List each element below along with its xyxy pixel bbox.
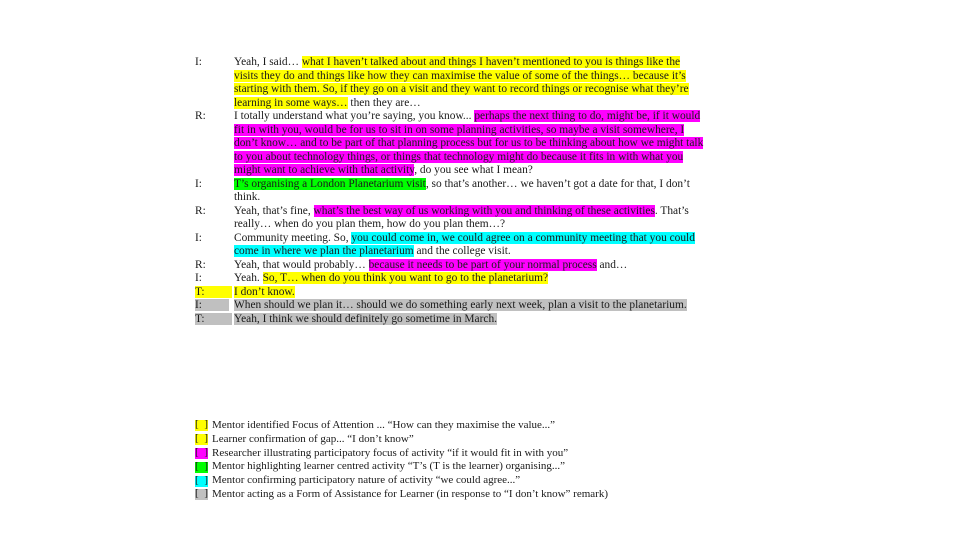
legend-label: Mentor identified Focus of Attention ... “How can they maximise the value...” — [212, 419, 556, 431]
highlight-legend — [195, 419, 715, 502]
speaker-label-text: R: — [195, 110, 206, 122]
highlighted-segment-magenta: perhaps the next thing to do, might be, if it would fit in with you, would be for us to sit in on some planning activities, so maybe a visit somewhere, I don’t know… and to be part of that planning process but for us to be thinking about how we might talk to you about technology things, or things that technology might do because it fits in with what you might want to achieve with that activity — [234, 110, 704, 176]
utterance — [234, 299, 705, 313]
utterance — [234, 286, 705, 300]
text-segment: , do you see what I mean? — [414, 164, 533, 176]
utterance — [234, 232, 705, 259]
utterance — [234, 178, 705, 205]
speaker-label-text: R: — [195, 204, 206, 217]
legend-item — [195, 433, 715, 447]
transcript-turn — [195, 272, 705, 286]
speaker-label — [195, 259, 234, 273]
speaker-label-text: I: — [195, 272, 202, 284]
transcript-turn — [195, 110, 705, 178]
speaker-label-text: R: — [195, 258, 206, 271]
speaker-label-text: T: — [195, 286, 232, 298]
speaker-label — [195, 110, 234, 178]
transcript — [195, 56, 705, 326]
transcript-turn — [195, 286, 705, 300]
text-segment: Community meeting. So, — [234, 231, 352, 244]
utterance — [234, 205, 705, 232]
legend-item — [195, 474, 715, 488]
speaker-label-text: T: — [195, 313, 232, 325]
legend-item — [195, 460, 715, 474]
legend-color-swatch — [195, 420, 208, 431]
transcript-turn — [195, 178, 705, 205]
highlighted-segment-green: T’s organising a London Planetarium visit — [234, 177, 426, 190]
speaker-label-text: I: — [195, 177, 202, 190]
text-segment: Yeah, that would probably… — [234, 258, 369, 271]
utterance — [234, 313, 705, 327]
highlighted-segment-yellow: So, T… when do you think you want to go to the planetarium? — [262, 272, 549, 284]
transcript-turn — [195, 56, 705, 110]
highlighted-segment-gray: When should we plan it… should we do something early next week, plan a visit to the planetarium. — [234, 299, 687, 311]
legend-label: Mentor confirming participatory nature of activity “we could agree...” — [212, 474, 521, 487]
highlighted-segment-cyan: you could come in, we could agree on a community meeting that you could come in where we plan the planetarium — [234, 231, 695, 257]
speaker-label — [195, 313, 234, 327]
highlighted-segment-yellow: I don’t know. — [234, 285, 295, 298]
text-segment: then they are… — [347, 96, 421, 109]
speaker-label — [195, 205, 234, 232]
legend-label: Researcher illustrating participatory focus of activity “if it would fit in with you” — [212, 446, 569, 459]
legend-item — [195, 419, 715, 433]
speaker-label-text: I: — [195, 299, 229, 311]
highlighted-segment-magenta: what’s the best way of us working with you and thinking of these activities — [313, 204, 655, 217]
speaker-label-text: I: — [195, 231, 202, 244]
legend-color-swatch — [195, 489, 208, 500]
speaker-label — [195, 56, 234, 110]
legend-label: Mentor acting as a Form of Assistance for Learner (in response to “I don’t know” remark) — [212, 487, 608, 500]
utterance — [234, 56, 705, 110]
transcript-turn — [195, 259, 705, 273]
speaker-label — [195, 178, 234, 205]
highlighted-segment-yellow: what I haven’t talked about and things I haven’t mentioned to you is things like the visits they do and things like how they can maximise the value of some of the things… because it’s starting with them. So, if they go on a visit and they want to record things or recognise what they’re learning in some ways… — [234, 56, 689, 109]
highlighted-segment-gray: Yeah, I think we should definitely go sometime in March. — [234, 312, 498, 325]
legend-color-swatch — [195, 434, 208, 445]
text-segment: Yeah, I said… — [234, 56, 302, 68]
legend-color-swatch — [195, 476, 208, 487]
text-segment: and the college visit. — [413, 245, 511, 257]
legend-item — [195, 488, 715, 502]
highlighted-segment-magenta: because it needs to be part of your normal process — [368, 258, 597, 271]
text-segment: , so that’s another… we haven’t got a date for that, I don’t think. — [234, 177, 690, 203]
speaker-label-text: I: — [195, 56, 202, 68]
text-segment: Yeah. — [234, 272, 263, 284]
speaker-label — [195, 232, 234, 259]
utterance — [234, 259, 705, 273]
text-segment: and… — [596, 258, 628, 271]
legend-label: Mentor highlighting learner centred activity “T’s (T is the learner) organising...” — [212, 460, 566, 473]
utterance — [234, 272, 705, 286]
legend-color-swatch — [195, 448, 208, 459]
legend-color-swatch — [195, 462, 208, 473]
legend-label: Learner confirmation of gap... “I don’t know” — [212, 432, 414, 445]
transcript-turn — [195, 299, 705, 313]
transcript-turn — [195, 313, 705, 327]
transcript-turn — [195, 205, 705, 232]
speaker-label — [195, 299, 234, 313]
utterance — [234, 110, 705, 178]
transcript-turn — [195, 232, 705, 259]
text-segment: Yeah, that’s fine, — [234, 204, 314, 217]
legend-item — [195, 447, 715, 461]
text-segment: I totally understand what you’re saying, you know... — [234, 110, 475, 122]
speaker-label — [195, 272, 234, 286]
text-segment: . That’s really… when do you plan them, how do you plan them…? — [234, 204, 689, 230]
speaker-label — [195, 286, 234, 300]
